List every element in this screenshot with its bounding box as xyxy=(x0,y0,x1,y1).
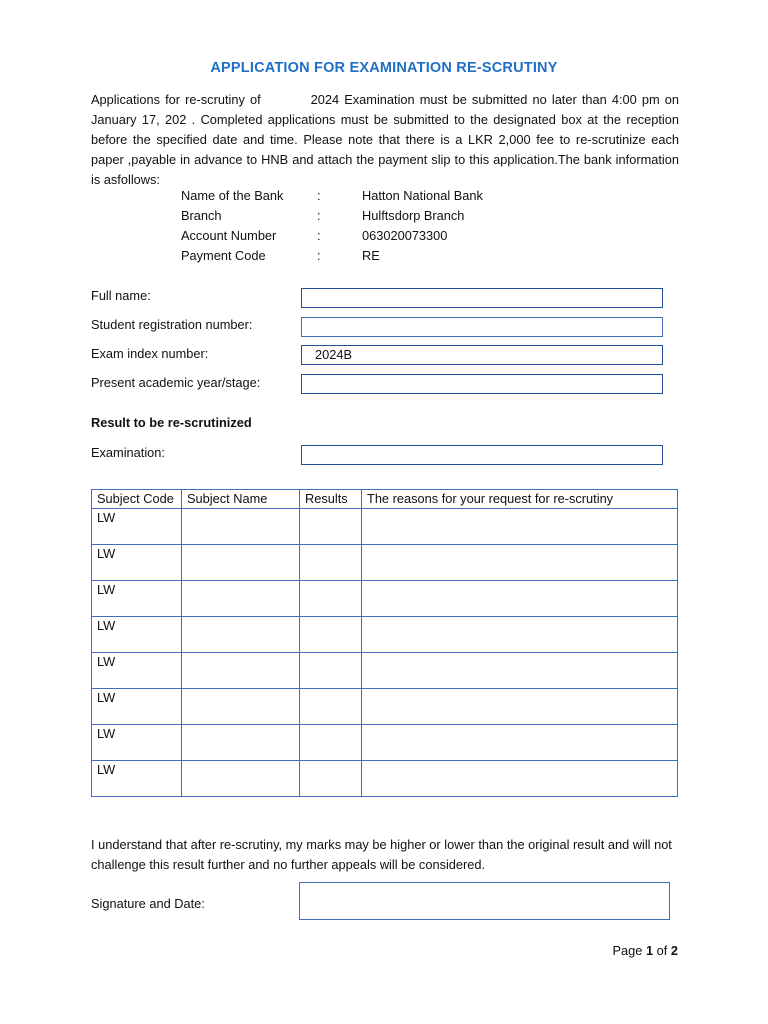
reason-cell[interactable] xyxy=(362,581,678,617)
bank-separator: : xyxy=(317,248,321,263)
exam-index-field[interactable]: 2024B xyxy=(301,345,663,365)
page-of: of xyxy=(656,943,668,958)
table-row xyxy=(92,509,678,545)
form-title: APPLICATION FOR EXAMINATION RE-SCRUTINY xyxy=(210,60,558,76)
bank-value: Hatton National Bank xyxy=(362,188,483,203)
academic-year-label: Present academic year/stage: xyxy=(91,375,261,390)
table-row xyxy=(92,689,678,725)
page-current: 1 xyxy=(645,943,654,958)
table-header-row xyxy=(92,490,678,509)
full-name-label: Full name: xyxy=(91,288,151,303)
results-cell[interactable] xyxy=(300,653,362,689)
table-row xyxy=(92,725,678,761)
reason-cell[interactable] xyxy=(362,689,678,725)
subject-name-cell[interactable] xyxy=(182,653,300,689)
subject-code-cell[interactable]: LW xyxy=(92,689,182,725)
results-cell[interactable] xyxy=(300,509,362,545)
subject-code-cell[interactable]: LW xyxy=(92,545,182,581)
intro-part-2: 2024 Examination must be submitted no later than 4:00 pm on January 17, 202 . Completed applications must be submitted to the designated box at the reception before the specified date and time. Please note that there is a LKR 2,000 fee to re-scrutinize each paper ,payable in advance to HNB and attach the payment slip to this application.The bank information is asfollows: xyxy=(91,92,679,187)
bank-label: Account Number xyxy=(181,228,277,243)
column-header: The reasons for your request for re-scrutiny xyxy=(362,490,678,509)
bank-separator: : xyxy=(317,208,321,223)
page-number xyxy=(612,943,678,958)
bank-row-account xyxy=(181,226,601,246)
bank-value: 063020073300 xyxy=(362,228,448,243)
column-header: Results xyxy=(300,490,362,509)
reason-cell[interactable] xyxy=(362,509,678,545)
reason-cell[interactable] xyxy=(362,653,678,689)
intro-paragraph xyxy=(91,90,679,190)
page-total: 2 xyxy=(670,943,678,958)
results-cell[interactable] xyxy=(300,545,362,581)
bank-value: RE xyxy=(362,248,380,263)
results-cell[interactable] xyxy=(300,617,362,653)
subject-name-cell[interactable] xyxy=(182,581,300,617)
subject-code-cell[interactable]: LW xyxy=(92,617,182,653)
subject-name-cell[interactable] xyxy=(182,545,300,581)
column-header: Subject Code xyxy=(92,490,182,509)
subject-name-cell[interactable] xyxy=(182,761,300,797)
reason-cell[interactable] xyxy=(362,761,678,797)
registration-number-label: Student registration number: xyxy=(91,317,253,332)
bank-separator: : xyxy=(317,188,321,203)
signature-field[interactable] xyxy=(299,882,670,920)
bank-row-payment-code xyxy=(181,246,601,266)
column-header: Subject Name xyxy=(182,490,300,509)
academic-year-field[interactable] xyxy=(301,374,663,394)
registration-number-field[interactable] xyxy=(301,317,663,337)
subject-code-cell[interactable]: LW xyxy=(92,581,182,617)
subject-name-cell[interactable] xyxy=(182,509,300,545)
subject-code-cell[interactable]: LW xyxy=(92,725,182,761)
reason-cell[interactable] xyxy=(362,545,678,581)
table-row xyxy=(92,545,678,581)
examination-label: Examination: xyxy=(91,445,165,460)
bank-value: Hulftsdorp Branch xyxy=(362,208,465,223)
results-cell[interactable] xyxy=(300,689,362,725)
table-row xyxy=(92,617,678,653)
results-cell[interactable] xyxy=(300,761,362,797)
table-row xyxy=(92,761,678,797)
reason-cell[interactable] xyxy=(362,725,678,761)
exam-index-label: Exam index number: xyxy=(91,346,209,361)
results-cell[interactable] xyxy=(300,581,362,617)
bank-row-name xyxy=(181,186,601,206)
bank-label: Payment Code xyxy=(181,248,266,263)
table-row xyxy=(92,653,678,689)
results-cell[interactable] xyxy=(300,725,362,761)
declaration-text: I understand that after re-scrutiny, my marks may be higher or lower than the original result and will not challenge this result further and no further appeals will be considered. xyxy=(91,837,672,872)
intro-part-1: Applications for re-scrutiny of xyxy=(91,92,261,107)
subject-code-cell[interactable]: LW xyxy=(92,653,182,689)
bank-label: Branch xyxy=(181,208,222,223)
signature-label: Signature and Date: xyxy=(91,896,205,911)
bank-info xyxy=(181,186,601,266)
subject-code-cell[interactable]: LW xyxy=(92,509,182,545)
subject-name-cell[interactable] xyxy=(182,617,300,653)
bank-separator: : xyxy=(317,228,321,243)
subject-name-cell[interactable] xyxy=(182,689,300,725)
bank-label: Name of the Bank xyxy=(181,188,284,203)
full-name-field[interactable] xyxy=(301,288,663,308)
result-section-heading: Result to be re-scrutinized xyxy=(91,415,252,430)
subject-name-cell[interactable] xyxy=(182,725,300,761)
page-prefix: Page xyxy=(612,943,643,958)
subjects-table xyxy=(91,489,678,797)
reason-cell[interactable] xyxy=(362,617,678,653)
bank-row-branch xyxy=(181,206,601,226)
table-row xyxy=(92,581,678,617)
examination-field[interactable] xyxy=(301,445,663,465)
subject-code-cell[interactable]: LW xyxy=(92,761,182,797)
